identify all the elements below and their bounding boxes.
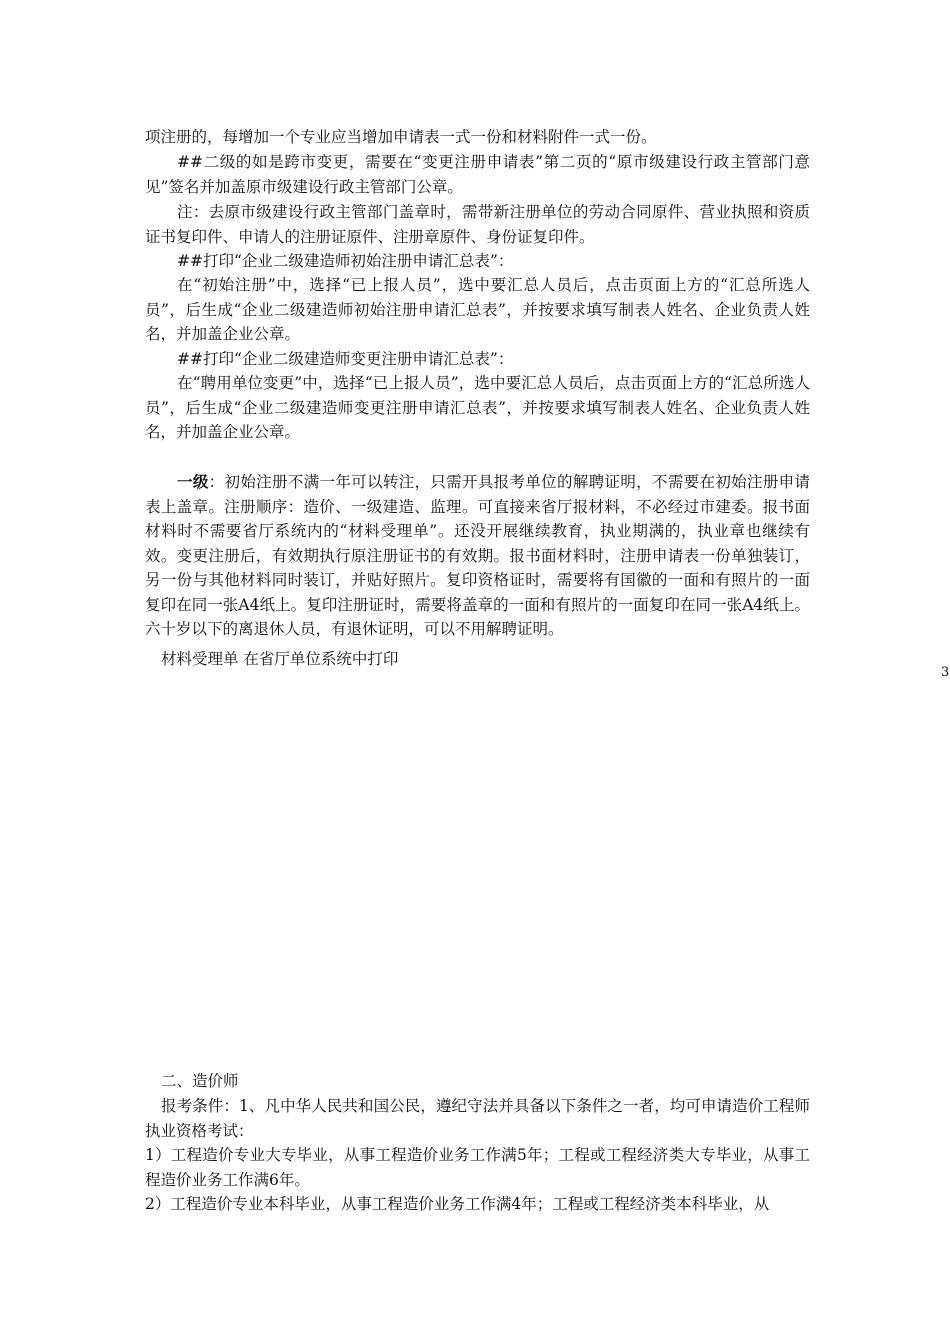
paragraph-condition-1: 1）工程造价专业大专毕业，从事工程造价业务工作满5年；工程或工程经济类大专毕业，从事工程造价业务工作满6年。 bbox=[145, 1146, 810, 1189]
paragraph-note-stamp: 注：去原市级建设行政主管部门盖章时，需带新注册单位的劳动合同原件、营业执照和资质证书复印件、申请人的注册证原件、注册章原件、身份证复印件。 bbox=[145, 203, 810, 246]
paragraph-cross-city-change: ##二级的如是跨市变更，需要在“变更注册申请表”第二页的“原市级建设行政主管部门意见”签名并加盖原市级建设行政主管部门公章。 bbox=[145, 153, 810, 196]
page-number: 3 bbox=[941, 665, 950, 680]
level-one-label: 一级 bbox=[177, 472, 209, 491]
section-heading-cost-engineer: 二、造价师 bbox=[161, 1072, 239, 1090]
paragraph-print-change-summary: ##打印“企业二级建造师变更注册申请汇总表”： bbox=[177, 350, 514, 368]
paragraph-change-registration-steps: 在“聘用单位变更”中，选择“已上报人员”，选中要汇总人员后，点击页面上方的“汇总所选人员”，后生成“企业二级建造师变更注册申请汇总表”，并按要求填写制表人姓名、企业负责人姓名，并加盖企业公章。 bbox=[145, 374, 810, 441]
paragraph-initial-registration-steps: 在“初始注册”中，选择“已上报人员”，选中要汇总人员后，点击页面上方的“汇总所选人员”，后生成“企业二级建造师初始注册申请汇总表”，并按要求填写制表人姓名、企业负责人姓名，并加盖企业公章。 bbox=[145, 276, 810, 343]
paragraph-registration-copies: 项注册的，每增加一个专业应当增加申请表一式一份和材料附件一式一份。 bbox=[145, 128, 657, 146]
level-one-text: ：初始注册不满一年可以转注，只需开具报考单位的解聘证明，不需要在初始注册申请表上盖章。注册顺序：造价、一级建造、监理。可直接来省厅报材料，不必经过市建委。报书面材料时不需要省厅系统内的“材料受理单”。还没开展继续教育，执业期满的，执业章也继续有效。变更注册后，有效期执行原注册证书的有效期。报书面材料时，注册申请表一份单独装订，另一份与其他材料同时装订，并贴好照片。复印资格证时，需要将有国徽的一面和有照片的一面复印在同一张A4纸上。复印注册证时，需要将盖章的一面和有照片的一面复印在同一张A4纸上。六十岁以下的离退休人员，有退休证明，可以不用解聘证明。 bbox=[145, 473, 810, 638]
paragraph-print-initial-summary: ##打印“企业二级建造师初始注册申请汇总表”： bbox=[177, 252, 514, 270]
paragraph-receipt-print: 材料受理单 在省厅单位系统中打印 bbox=[161, 650, 399, 668]
paragraph-condition-2: 2）工程造价专业本科毕业，从事工程造价业务工作满4年；工程或工程经济类本科毕业，从 bbox=[145, 1195, 770, 1213]
paragraph-exam-conditions: 报考条件：1、凡中华人民共和国公民，遵纪守法并具备以下条件之一者，均可申请造价工程师执业资格考试： bbox=[145, 1097, 810, 1140]
paragraph-level-one bbox=[145, 470, 810, 642]
